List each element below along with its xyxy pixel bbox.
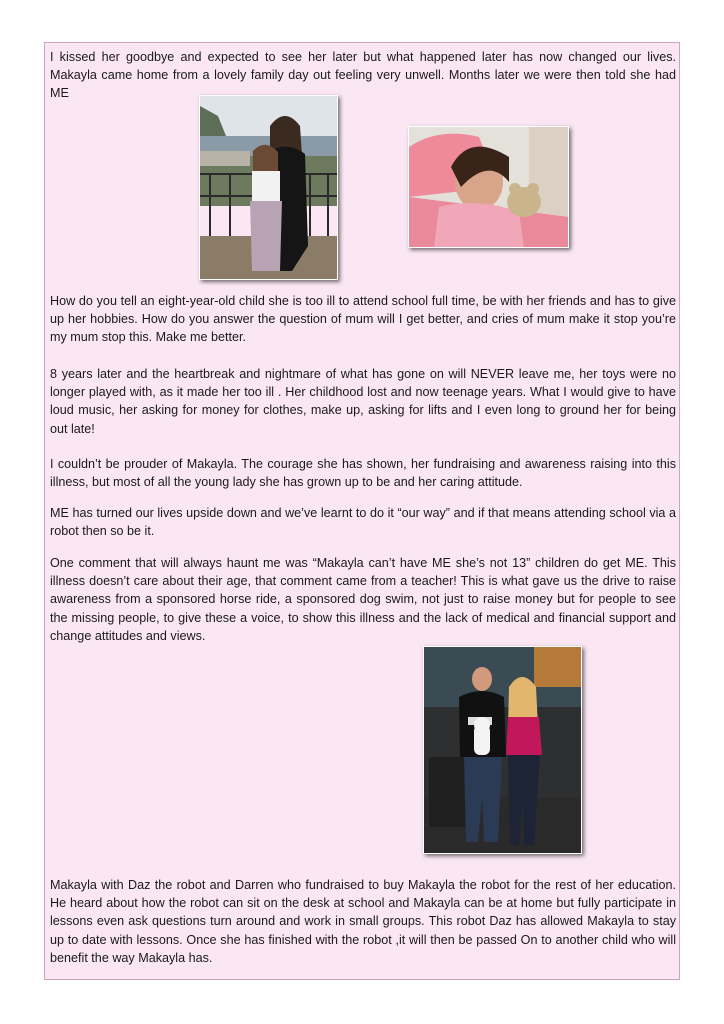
paragraph-proud: I couldn’t be prouder of Makayla. The courage she has shown, her fundraising and awareness raising into this illness, but most of all the young lady she has grown up to be and her caring attitude. — [50, 457, 676, 490]
mother-daughter-image — [200, 96, 337, 279]
paragraph-robot-caption: Makayla with Daz the robot and Darren who fundraised to buy Makayla the robot for the rest of her education. He heard about how the robot can sit on the desk at school and Makayla can be at home but fully participate in lessons even ask questions turn around and work in small groups. This robot Daz has allowed Makayla to stay up to date with lessons. Once she has finished with the robot ,it will then be passed On to another child who will benefit the way Makayla has. — [50, 878, 676, 965]
photo-robot-group — [423, 646, 582, 854]
photo-mother-and-daughter — [199, 95, 338, 280]
child-resting-image — [409, 127, 568, 247]
paragraph-heartbreak: 8 years later and the heartbreak and nightmare of what has gone on will NEVER leave me, her toys were no longer played with, as it made her too ill . Her childhood lost and now teenage years. What I would give to have loud music, her asking for money for clothes, make up, asking for lifts and I even long to ground her for being out late! — [50, 367, 676, 436]
photo-child-resting — [408, 126, 569, 248]
paragraph-diagnosis: I kissed her goodbye and expected to see her later but what happened later has now changed our lives. Makayla came home from a lovely family day out feeling very unwell. Months later we were then told she had ME — [50, 50, 676, 101]
paragraph-our-way: ME has turned our lives upside down and we’ve learnt to do it “our way” and if that means attending school via a robot then so be it. — [50, 506, 676, 539]
robot-group-image — [424, 647, 581, 853]
paragraph-questions: How do you tell an eight-year-old child she is too ill to attend school full time, be with her friends and has to give up her hobbies. How do you answer the question of mum will I get better, and cries of mum make it stop you’re my mum stop this. Make me better. — [50, 294, 676, 345]
paragraph-awareness: One comment that will always haunt me was “Makayla can’t have ME she’s not 13” children do get ME. This illness doesn’t care about their age, that comment came from a teacher! This is what gave us the drive to raise awareness from a sponsored horse ride, a sponsored dog swim, not just to raise money but for people to see the missing people, to give these a voice, to show this illness and the lack of medical and financial support and change attitudes and views. — [50, 556, 676, 643]
